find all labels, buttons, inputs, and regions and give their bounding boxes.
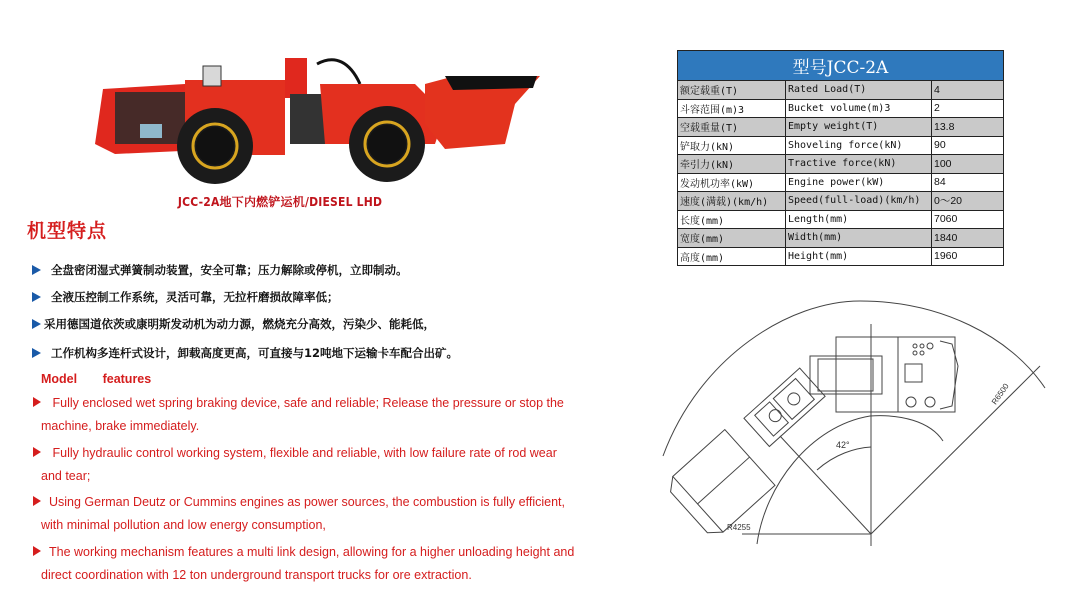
spec-row: 高度(mm) Height(mm) 1960 — [678, 247, 1004, 266]
turn-angle-label: 42° — [836, 440, 850, 450]
feature-cn-1: 全盘密闭湿式弹簧制动装置，安全可靠；压力解除或停机，立即制动。 — [32, 262, 408, 278]
features-heading-en: Model features — [41, 372, 152, 386]
feature-en-1: Fully enclosed wet spring braking device, safe and reliable; Release the pressure or stop the machine, brake immediately. — [33, 392, 633, 438]
product-caption: JCC-2A地下内燃铲运机/DIESEL LHD — [177, 195, 383, 209]
bullet-triangle-icon — [33, 447, 41, 457]
feature-cn-3: 采用德国道依茨或康明斯发动机为动力源，燃烧充分高效，污染少、能耗低， — [32, 316, 435, 332]
bullet-triangle-icon — [32, 319, 41, 329]
bullet-triangle-icon — [33, 496, 41, 506]
spec-row: 额定载重(T) Rated Load(T) 4 — [678, 81, 1004, 100]
spec-row: 斗容范围(m)3 Bucket volume(m)3 2 — [678, 99, 1004, 118]
feature-cn-2: 全液压控制工作系统，灵活可靠，无拉杆磨损故障率低； — [32, 289, 339, 305]
spec-row: 铲取力(kN) Shoveling force(kN) 90 — [678, 136, 1004, 155]
spec-table-title: 型号JCC-2A — [678, 51, 1004, 81]
loader-photo — [85, 44, 563, 184]
feature-en-2: Fully hydraulic control working system, flexible and reliable, with low failure rate of rod wear and tear; — [33, 442, 633, 488]
spec-row: 宽度(mm) Width(mm) 1840 — [678, 229, 1004, 248]
bullet-triangle-icon — [32, 292, 41, 302]
spec-row: 牵引力(kN) Tractive force(kN) 100 — [678, 155, 1004, 174]
bullet-triangle-icon — [32, 348, 41, 358]
bullet-triangle-icon — [32, 265, 41, 275]
inner-radius-label: R4255 — [727, 523, 751, 532]
features-heading-cn: 机型特点 — [27, 220, 108, 242]
outer-radius-label: R6500 — [989, 381, 1011, 407]
turning-radius-diagram — [660, 296, 1060, 556]
feature-en-3: Using German Deutz or Cummins engines as power sources, the combustion is fully efficient, with minimal pollution and low energy consumption, — [33, 491, 633, 537]
spec-row: 发动机功率(kW) Engine power(kW) 84 — [678, 173, 1004, 192]
spec-row: 速度(满载)(km/h) Speed(full-load)(km/h) 0～20 — [678, 192, 1004, 211]
bullet-triangle-icon — [33, 397, 41, 407]
feature-en-4: The working mechanism features a multi link design, allowing for a higher unloading height and direct coordination with 12 ton underground transport trucks for ore extraction. — [33, 541, 633, 587]
bullet-triangle-icon — [33, 546, 41, 556]
spec-row: 空载重量(T) Empty weight(T) 13.8 — [678, 118, 1004, 137]
spec-row: 长度(mm) Length(mm) 7060 — [678, 210, 1004, 229]
feature-cn-4: 工作机构多连杆式设计，卸载高度更高，可直接与12吨地下运输卡车配合出矿。 — [32, 345, 458, 361]
spec-table — [677, 50, 1004, 266]
